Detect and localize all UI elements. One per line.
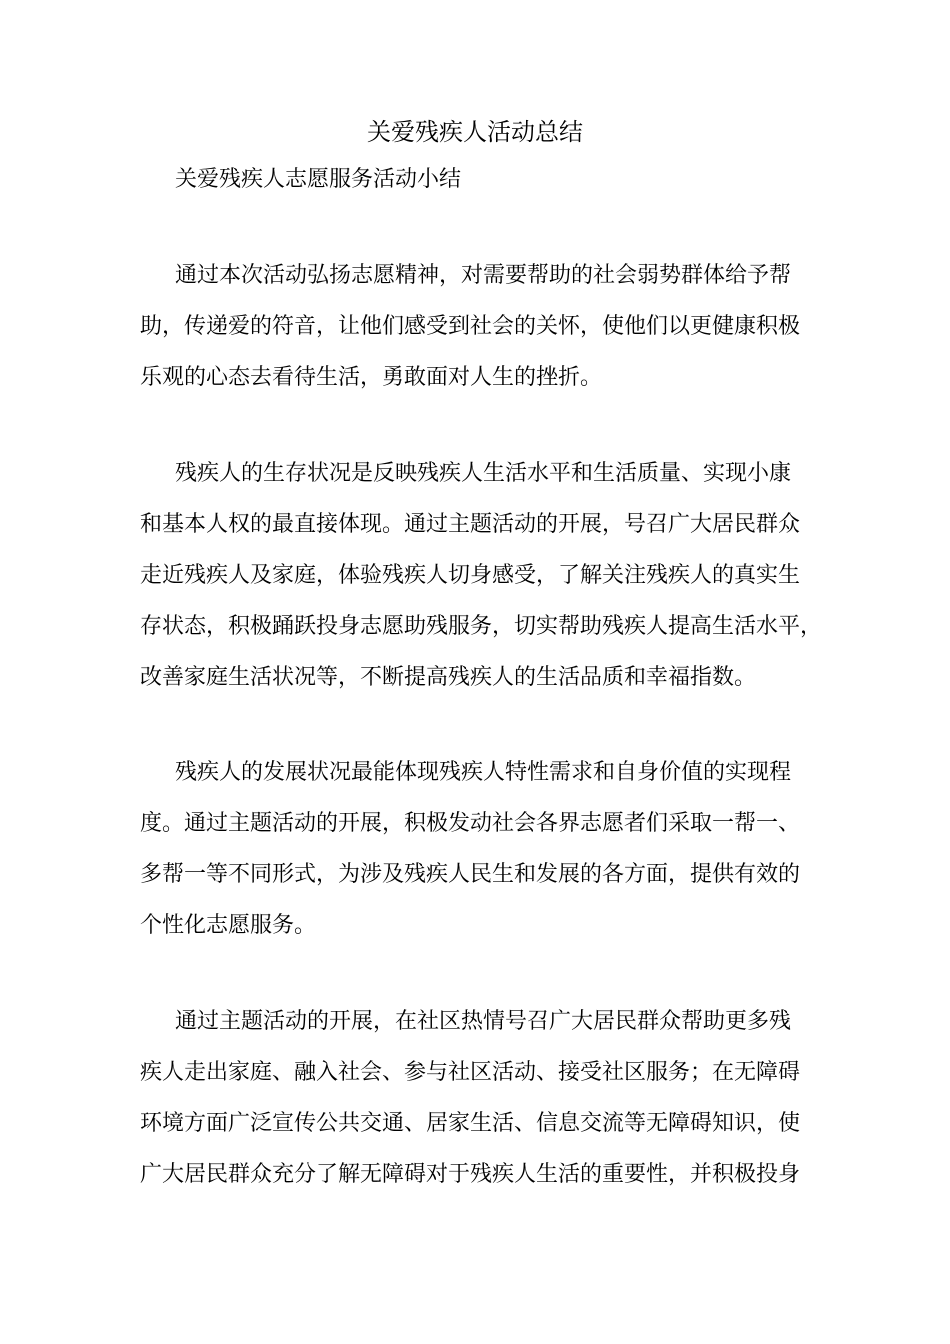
paragraph-line: 残疾人的发展状况最能体现残疾人特性需求和自身价值的实现程	[175, 760, 792, 785]
document-title: 关爱残疾人活动总结	[367, 118, 583, 146]
paragraph-line: 多帮一等不同形式，为涉及残疾人民生和发展的各方面，提供有效的	[140, 862, 801, 887]
paragraph-line: 改善家庭生活状况等，不断提高残疾人的生活品质和幸福指数。	[140, 665, 757, 690]
paragraph-3	[140, 747, 830, 951]
paragraph-4	[140, 996, 830, 1200]
document-subtitle: 关爱残疾人志愿服务活动小结	[175, 167, 462, 192]
paragraph-2	[140, 448, 830, 703]
paragraph-line: 度。通过主题活动的开展，积极发动社会各界志愿者们采取一帮一、	[140, 811, 801, 836]
paragraph-line: 环境方面广泛宣传公共交通、居家生活、信息交流等无障碍知识，使	[140, 1111, 801, 1136]
paragraph-line: 通过主题活动的开展，在社区热情号召广大居民群众帮助更多残	[175, 1009, 792, 1034]
paragraph-line: 存状态，积极踊跃投身志愿助残服务，切实帮助残疾人提高生活水平，	[140, 614, 823, 639]
paragraph-line: 乐观的心态去看待生活，勇敢面对人生的挫折。	[140, 365, 603, 390]
paragraph-line: 个性化志愿服务。	[140, 913, 317, 938]
paragraph-line: 和基本人权的最直接体现。通过主题活动的开展，号召广大居民群众	[140, 512, 801, 537]
paragraph-line: 广大居民群众充分了解无障碍对于残疾人生活的重要性，并积极投身	[140, 1162, 801, 1187]
paragraph-line: 疾人走出家庭、融入社会、参与社区活动、接受社区服务；在无障碍	[140, 1060, 801, 1085]
paragraph-line: 助，传递爱的符音，让他们感受到社会的关怀，使他们以更健康积极	[140, 314, 801, 339]
paragraph-line: 通过本次活动弘扬志愿精神，对需要帮助的社会弱势群体给予帮	[175, 263, 792, 288]
paragraph-line: 走近残疾人及家庭，体验残疾人切身感受，了解关注残疾人的真实生	[140, 563, 801, 588]
paragraph-line: 残疾人的生存状况是反映残疾人生活水平和生活质量、实现小康	[175, 461, 792, 486]
paragraph-1	[140, 250, 830, 403]
